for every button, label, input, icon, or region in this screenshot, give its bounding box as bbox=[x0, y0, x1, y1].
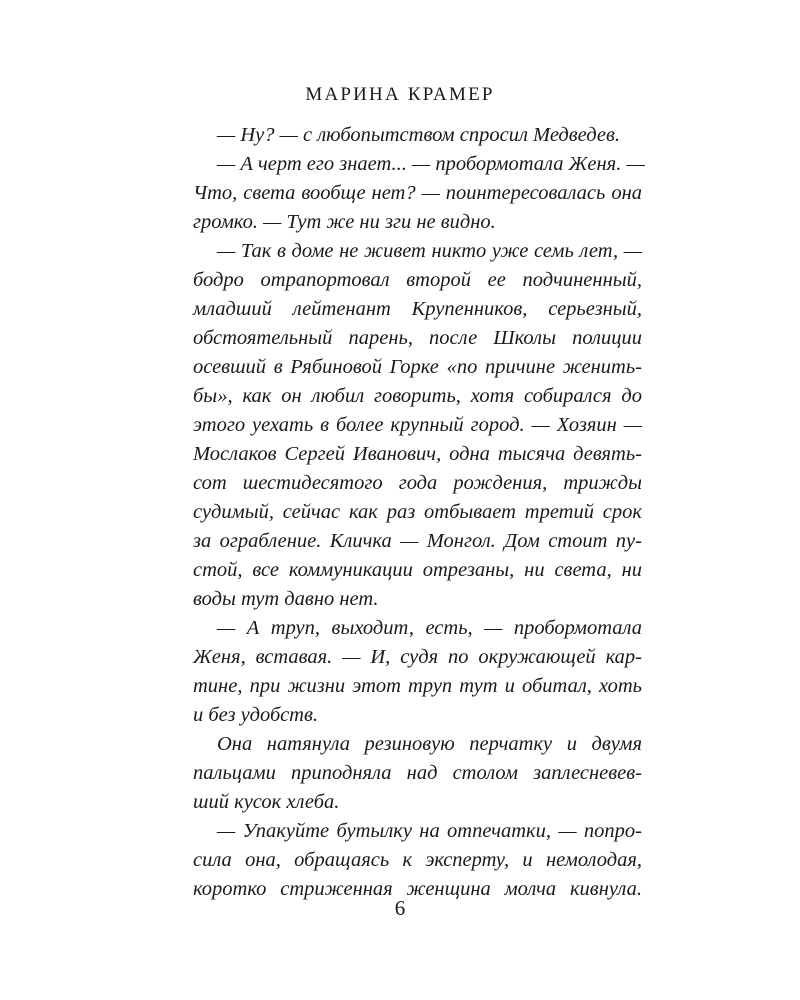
text-line: ший кусок хлеба. bbox=[193, 791, 340, 813]
text-line: Она натянула резиновую перчатку и двумя bbox=[217, 733, 642, 755]
text-line: сила она, обращаясь к эксперту, и немолодая, bbox=[193, 849, 642, 871]
text-line: — А труп, выходит, есть, — пробормотала bbox=[217, 617, 642, 639]
text-line: стой, все коммуникации отрезаны, ни света, ни bbox=[193, 559, 642, 581]
text-line: младший лейтенант Крупенников, серьезный, bbox=[193, 298, 642, 320]
text-line: тине, при жизни этот труп тут и обитал, хоть bbox=[193, 675, 642, 697]
text-line: этого уехать в более крупный город. — Хозяин — bbox=[193, 414, 642, 436]
text-line: и без удобств. bbox=[193, 704, 318, 726]
text-line: — Упакуйте бутылку на отпечатки, — попро- bbox=[217, 820, 642, 842]
text-line: — Ну? — с любопытством спросил Медведев. bbox=[217, 124, 621, 146]
text-line: — Так в доме не живет никто уже семь лет, — bbox=[217, 240, 642, 262]
text-line: громко. — Тут же ни зги не видно. bbox=[193, 211, 496, 233]
text-line: Мослаков Сергей Иванович, одна тысяча девять- bbox=[193, 443, 642, 465]
text-line: судимый, сейчас как раз отбывает третий срок bbox=[193, 501, 642, 523]
text-line: осевший в Рябиновой Горке «по причине женить- bbox=[193, 356, 642, 378]
text-line: бодро отрапортовал второй ее подчиненный, bbox=[193, 269, 642, 291]
text-line: сот шестидесятого года рождения, трижды bbox=[193, 472, 642, 494]
text-line: бы», как он любил говорить, хотя собирался до bbox=[193, 385, 642, 407]
text-line: за ограбление. Кличка — Монгол. Дом стоит пу- bbox=[193, 530, 642, 552]
text-line: коротко стриженная женщина молча кивнула. bbox=[193, 878, 642, 900]
text-line: — А черт его знает... — пробормотала Женя. — bbox=[217, 153, 645, 175]
text-line: воды тут давно нет. bbox=[193, 588, 379, 610]
body-text bbox=[193, 121, 645, 904]
running-header-author: МАРИНА КРАМЕР bbox=[305, 84, 495, 105]
text-line: пальцами приподняла над столом заплесневев- bbox=[193, 762, 642, 784]
text-line: Что, света вообще нет? — поинтересовалась она bbox=[193, 182, 642, 204]
text-line: обстоятельный парень, после Школы полиции bbox=[193, 327, 642, 349]
text-line: Женя, вставая. — И, судя по окружающей кар- bbox=[193, 646, 642, 668]
page-number: 6 bbox=[394, 896, 406, 920]
